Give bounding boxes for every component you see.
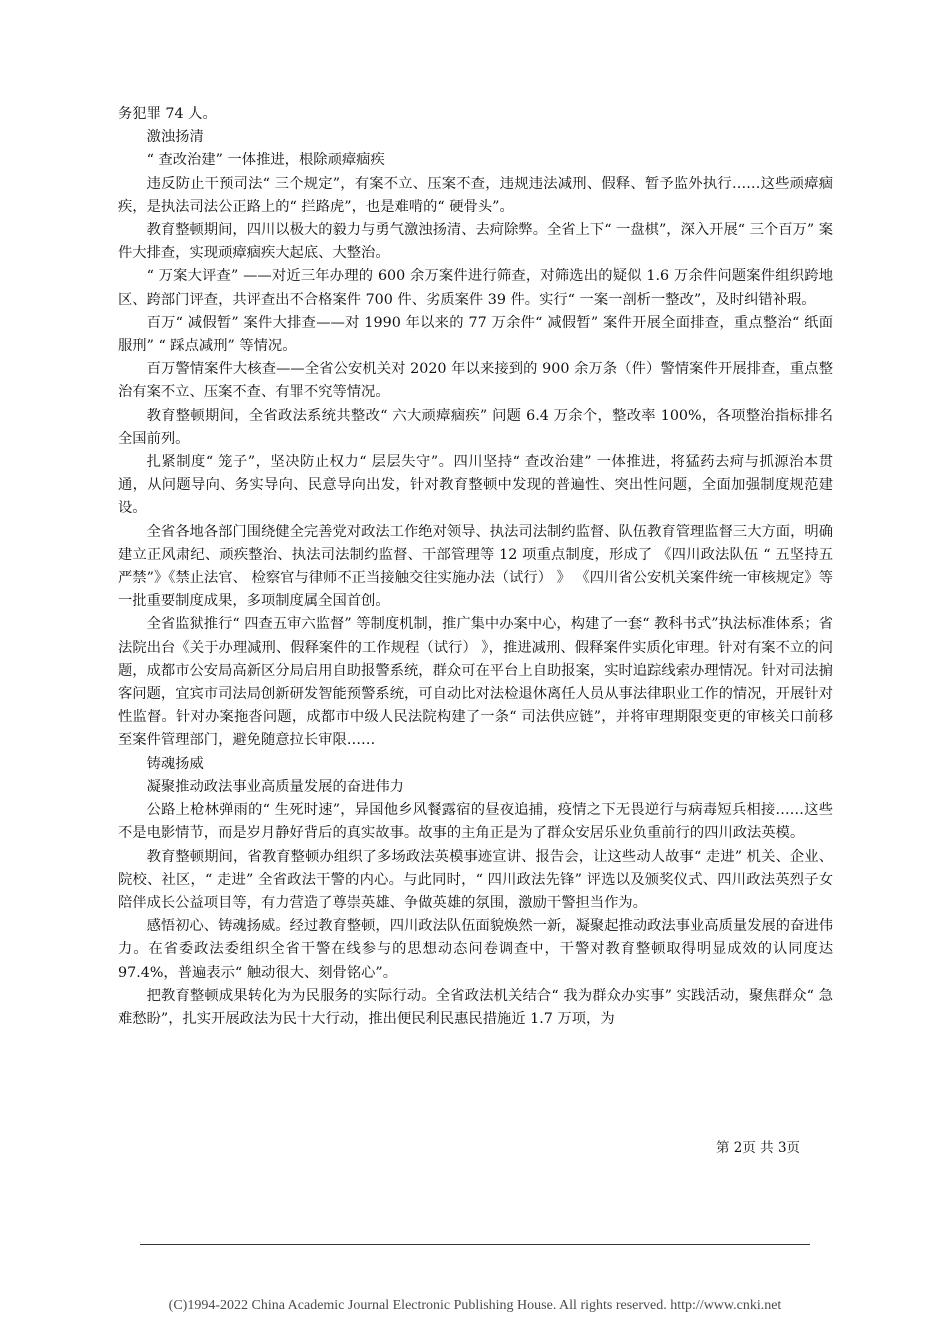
paragraph: 把教育整顿成果转化为为民服务的实际行动。全省政法机关结合“ 我为群众办实事” 实践活动，聚焦群众“ 急难愁盼”，扎实开展政法为民十大行动，推出便民利民惠民措施近 1.7 万项，为: [118, 987, 833, 1027]
paragraph: 教育整顿期间，全省政法系统共整改“ 六大顽瘴痼疾” 问题 6.4 万余个，整改率 100%，各项整治指标排名全国前列。: [118, 407, 833, 447]
copyright-notice: (C)1994-2022 China Academic Journal Electronic Publishing House. All rights reserved. http://www.cnki.net: [168, 1298, 782, 1313]
paragraph: 全省监狱推行“ 四查五审六监督” 等制度机制，推广集中办案中心，构建了一套“ 教科书式”执法标准体系；省法院出台《关于办理减刑、假释案件的工作规程（试行） 》，推进减刑、假释案件实质化审理。针对有案不立的问题，成都市公安局高新区分局启用自助报警系统，群众可在平台上自助报案，实时追踪线索办理情况。针对司法掮客问题，宜宾市司法局创新研发智能预警系统，可自动比对法检退休离任人员从事法律职业工作的情况，开展针对性监督。针对办案拖沓问题，成都市中级人民法院构建了一条“ 司法供应链”，并将审理期限变更的审核关口前移至案件管理部门，避免随意拉长审限……: [118, 616, 833, 749]
paragraph: 百万“ 减假暂” 案件大排查——对 1990 年以来的 77 万余件“ 减假暂” 案件开展全面排查，重点整治“ 纸面服刑” “ 踩点减刑” 等情况。: [118, 314, 833, 355]
footer-divider: [140, 1244, 810, 1245]
paragraph: “ 万案大评查” ——对近三年办理的 600 余万案件进行筛查，对筛选出的疑似 1.6 万余件问题案件组织跨地区、跨部门评查，共评查出不合格案件 700 件、劣质案件 39 件。实行“ 一案一剖析一整改”，及时纠错补瑕。: [118, 268, 833, 308]
paragraph: 感悟初心、铸魂扬威。经过教育整顿，四川政法队伍面貌焕然一新，凝聚起推动政法事业高质量发展的奋进伟力。在省委政法委组织全省干警在线参与的思想动态问卷调查中，干警对教育整顿取得明显成效的认同度达 97.4%，普遍表示“ 触动很大、刻骨铭心”。: [118, 918, 833, 981]
paragraph: 扎紧制度“ 笼子”，坚决防止权力“ 层层失守”。四川坚持“ 查改治建” 一体推进，将猛药去疴与抓源治本贯通，从问题导向、务实导向、民意导向出发，针对教育整顿中发现的普遍性、突出性问题，全面加强制度规范建设。: [118, 454, 833, 517]
paragraph: 教育整顿期间，省教育整顿办组织了多场政法英模事迹宣讲、报告会，让这些动人故事“ 走进” 机关、企业、院校、社区，“ 走进” 全省政法干警的内心。与此同时，“ 四川政法先锋” 评选以及颁奖仪式、四川政法英烈子女陪伴成长公益项目等，有力营造了尊崇英雄、争做英雄的氛围，激励干警担当作为。: [118, 848, 833, 911]
paragraph: 公路上枪林弹雨的“ 生死时速”，异国他乡风餐露宿的昼夜追捕，疫情之下无畏逆行与病毒短兵相接……这些不是电影情节，而是岁月静好背后的真实故事。故事的主角正是为了群众安居乐业负重前行的四川政法英模。: [118, 802, 833, 842]
section-subheading: 凝聚推动政法事业高质量发展的奋进伟力: [146, 778, 404, 795]
paragraph: 违反防止干预司法“ 三个规定”，有案不立、压案不查，违规违法减刑、假释、暂予监外执行……这些顽瘴痼疾，是执法司法公正路上的“ 拦路虎”，也是难啃的“ 硬骨头”。: [118, 175, 833, 215]
page-number: 第 2页 共 3页: [716, 1140, 801, 1156]
paragraph: 全省各地各部门围绕健全完善党对政法工作绝对领导、执法司法制约监督、队伍教育管理监督三大方面，明确建立正风肃纪、顽疾整治、执法司法制约监督、干部管理等 12 项重点制度，形成了 《四川政法队伍 “ 五坚持五严禁”》《禁止法官、 检察官与律师不正当接触交往实施办法（试行） 》 《四川省公安机关案件统一审核规定》等一批重要制度成果，多项制度属全国首创。: [118, 523, 833, 610]
section-heading: 激浊扬清: [146, 129, 204, 146]
section-heading: 铸魂扬威: [146, 755, 204, 772]
section-subheading: “ 查改治建” 一体推进，根除顽瘴痼疾: [146, 152, 385, 169]
paragraph: 教育整顿期间，四川以极大的毅力与勇气激浊扬清、去疴除弊。全省上下“ 一盘棋”，深入开展“ 三个百万” 案件大排查，实现顽瘴痼疾大起底、大整治。: [118, 222, 833, 262]
paragraph: 百万警情案件大核查——全省公安机关对 2020 年以来接到的 900 余万条（件）警情案件开展排查，重点整治有案不立、压案不查、有罪不究等情况。: [118, 361, 833, 401]
article-body: [118, 103, 833, 1031]
paragraph: 务犯罪 74 人。: [118, 106, 217, 122]
